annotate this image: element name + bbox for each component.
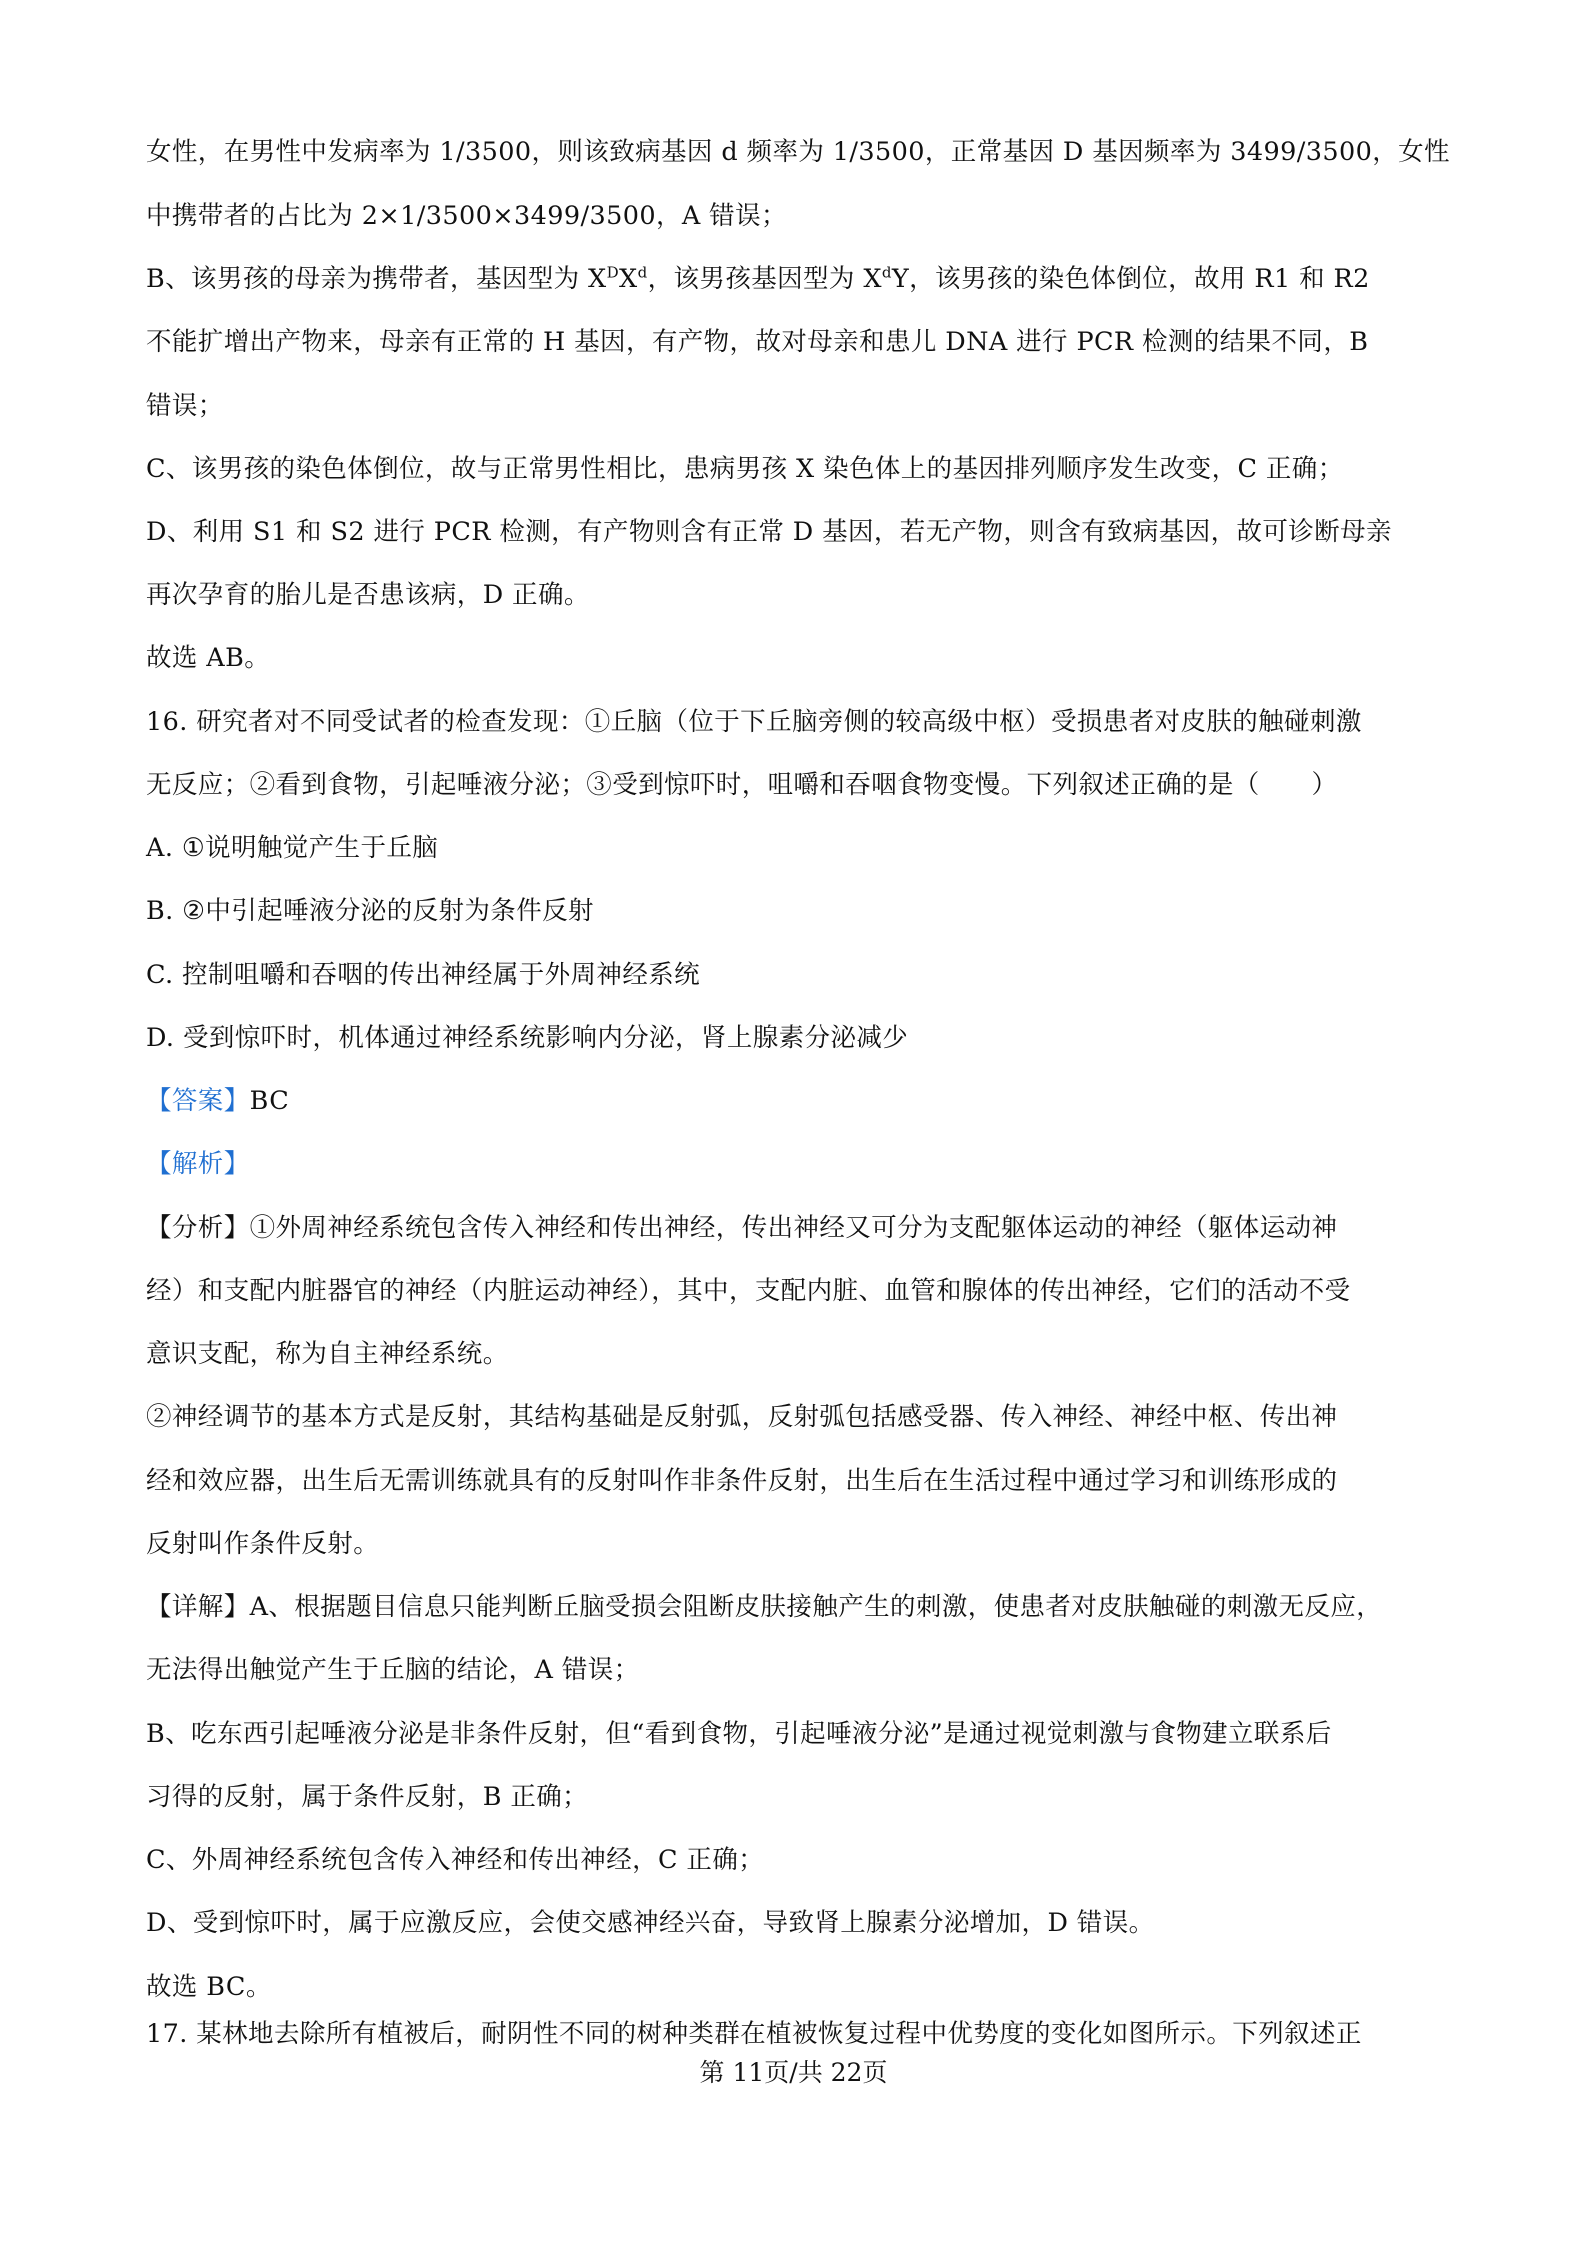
text-line: C、外周神经系统包含传入神经和传出神经，C 正确；	[146, 1845, 765, 1875]
text-line: 经）和支配内脏器官的神经（内脏运动神经），其中，支配内脏、血管和腺体的传出神经，它们的活动不受	[146, 1276, 1351, 1306]
text-line: B、该男孩的母亲为携带者，基因型为 $X^DX^d$，该男孩基因型为 $X^dY$，该男孩的染色体倒位，故用 R1 和 R2	[146, 263, 1370, 294]
option-b: B. ②中引起唾液分泌的反射为条件反射	[146, 896, 594, 926]
text-line: 【详解】A、根据题目信息只能判断丘脑受损会阻断皮肤接触产生的刺激，使患者对皮肤触碰的刺激无反应，	[146, 1592, 1383, 1622]
text-line: D、受到惊吓时，属于应激反应，会使交感神经兴奋，导致肾上腺素分泌增加，D 错误。	[146, 1908, 1155, 1938]
text-line: 错误；	[146, 391, 224, 421]
text-line: 不能扩增出产物来，母亲有正常的 H 基因，有产物，故对母亲和患儿 DNA 进行 PCR 检测的结果不同，B	[146, 327, 1369, 357]
question-16-stem: 无反应；②看到食物，引起唾液分泌；③受到惊吓时，咀嚼和吞咽食物变慢。下列叙述正确的是（ ）	[146, 770, 1338, 800]
text-line: 故选 BC。	[146, 1972, 272, 2002]
page-number-footer: 第 11页/共 22页	[699, 2058, 888, 2087]
text-line: 故选 AB。	[146, 643, 271, 673]
analysis-label: 【解析】	[146, 1149, 250, 1179]
option-d: D. 受到惊吓时，机体通过神经系统影响内分泌，肾上腺素分泌减少	[146, 1023, 909, 1053]
text-line: C、该男孩的染色体倒位，故与正常男性相比，患病男孩 X 染色体上的基因排列顺序发生改变，C 正确；	[146, 454, 1344, 484]
text-line: 女性，在男性中发病率为 1/3500，则该致病基因 d 频率为 1/3500，正常基因 D 基因频率为 3499/3500，女性	[146, 137, 1450, 167]
text-line: 反射叫作条件反射。	[146, 1529, 380, 1559]
text-line: 经和效应器，出生后无需训练就具有的反射叫作非条件反射，出生后在生活过程中通过学习和训练形成的	[146, 1466, 1338, 1496]
text-line: 【分析】①外周神经系统包含传入神经和传出神经，传出神经又可分为支配躯体运动的神经（躯体运动神	[146, 1213, 1338, 1243]
text-line: 意识支配，称为自主神经系统。	[146, 1339, 509, 1369]
text-line: 无法得出触觉产生于丘脑的结论，A 错误；	[146, 1655, 640, 1685]
text-line: D、利用 S1 和 S2 进行 PCR 检测，有产物则含有正常 D 基因，若无产物，则含有致病基因，故可诊断母亲	[146, 517, 1392, 547]
question-16-stem: 16. 研究者对不同受试者的检查发现：①丘脑（位于下丘脑旁侧的较高级中枢）受损患者对皮肤的触碰刺激	[146, 707, 1362, 737]
answer-value: BC	[249, 1086, 290, 1116]
text-line: 习得的反射，属于条件反射，B 正确；	[146, 1782, 589, 1812]
option-a: A. ①说明触觉产生于丘脑	[146, 833, 439, 863]
text-line: B、吃东西引起唾液分泌是非条件反射，但“看到食物，引起唾液分泌”是通过视觉刺激与食物建立联系后	[146, 1719, 1332, 1749]
question-17-stem: 17. 某林地去除所有植被后，耐阴性不同的树种类群在植被恢复过程中优势度的变化如图所示。下列叙述正	[146, 2019, 1362, 2049]
option-c: C. 控制咀嚼和吞咽的传出神经属于外周神经系统	[146, 960, 701, 990]
text-line: 中携带者的占比为 2×1/3500×3499/3500，A 错误；	[146, 201, 787, 231]
answer-label: 【答案】	[146, 1086, 250, 1116]
text-line: ②神经调节的基本方式是反射，其结构基础是反射弧，反射弧包括感受器、传入神经、神经中枢、传出神	[146, 1402, 1338, 1432]
text-line: 再次孕育的胎儿是否患该病，D 正确。	[146, 580, 590, 610]
answer-line	[146, 1084, 1456, 1118]
